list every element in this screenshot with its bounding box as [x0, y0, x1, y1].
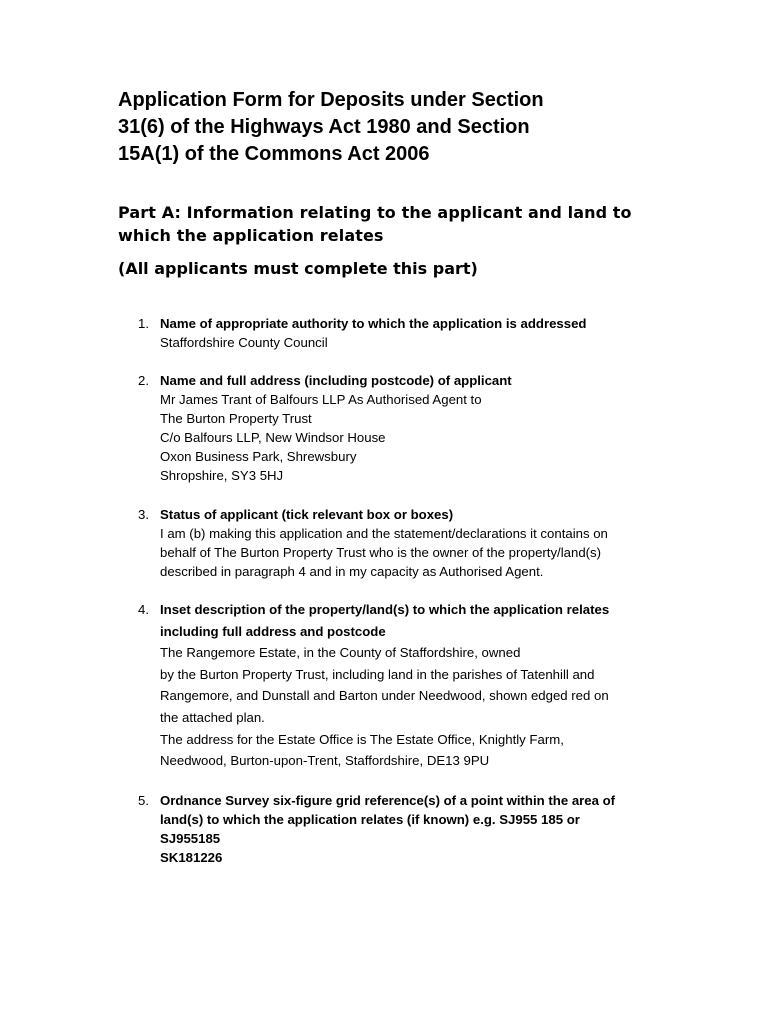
- title-line: 31(6) of the Highways Act 1980 and Section: [118, 116, 530, 138]
- item-heading: Name of appropriate authority to which the application is addressed: [160, 316, 587, 331]
- grid-reference-example: SJ955185: [160, 831, 221, 846]
- item-body: [160, 371, 660, 485]
- item-heading: Name and full address (including postcode) of applicant: [160, 373, 512, 388]
- title-line: Application Form for Deposits under Section: [118, 89, 544, 111]
- item-text-line: by the Burton Property Trust, including land in the parishes of Tatenhill and: [160, 666, 595, 682]
- item-text-line: I am (b) making this application and the statement/declarations it contains on: [160, 526, 608, 541]
- item-text-line: The Burton Property Trust: [160, 411, 312, 426]
- item-body: [160, 791, 660, 867]
- item-body: [160, 505, 660, 581]
- item-text-line: the attached plan.: [160, 709, 265, 725]
- item-heading: Ordnance Survey six-figure grid reference(s) of a point within the area of: [160, 793, 616, 808]
- item-text-line: behalf of The Burton Property Trust who is the owner of the property/land(s): [160, 545, 602, 560]
- item-text-line: Staffordshire County Council: [160, 335, 328, 350]
- item-body: [160, 599, 660, 772]
- item-heading: Status of applicant (tick relevant box or boxes): [160, 507, 454, 522]
- part-a-heading-line: Part A: Information relating to the applicant and land to: [118, 203, 632, 222]
- item-text-line: Mr James Trant of Balfours LLP As Authorised Agent to: [160, 392, 482, 407]
- item-text-line: The Rangemore Estate, in the County of Staffordshire, owned: [160, 645, 521, 661]
- item-number: 4.: [138, 602, 149, 617]
- item-text-line: The address for the Estate Office is The Estate Office, Knightly Farm,: [160, 731, 564, 747]
- item-number: 3.: [138, 507, 149, 522]
- item-text-line: C/o Balfours LLP, New Windsor House: [160, 430, 386, 445]
- item-heading: land(s) to which the application relates (if known) e.g. SJ955 185 or: [160, 812, 580, 827]
- item-body: [160, 314, 660, 352]
- item-text-line: Shropshire, SY3 5HJ: [160, 468, 284, 483]
- item-number: 5.: [138, 793, 149, 808]
- item-text-line: Rangemore, and Dunstall and Barton under Needwood, shown edged red on: [160, 688, 609, 704]
- part-a-heading-line: which the application relates: [118, 226, 384, 245]
- grid-reference-value: SK181226: [160, 850, 223, 865]
- part-a-heading: [118, 201, 678, 247]
- item-text-line: Needwood, Burton-upon-Trent, Staffordshire, DE13 9PU: [160, 753, 490, 769]
- item-heading: Inset description of the property/land(s) to which the application relates: [160, 602, 610, 617]
- item-heading: including full address and postcode: [160, 623, 386, 639]
- document-title: [118, 87, 658, 168]
- part-a-note: (All applicants must complete this part): [118, 259, 478, 278]
- item-number: 1.: [138, 316, 149, 331]
- item-text-line: Oxon Business Park, Shrewsbury: [160, 449, 357, 464]
- title-line: 15A(1) of the Commons Act 2006: [118, 143, 430, 165]
- item-number: 2.: [138, 373, 149, 388]
- item-text-line: described in paragraph 4 and in my capacity as Authorised Agent.: [160, 564, 544, 579]
